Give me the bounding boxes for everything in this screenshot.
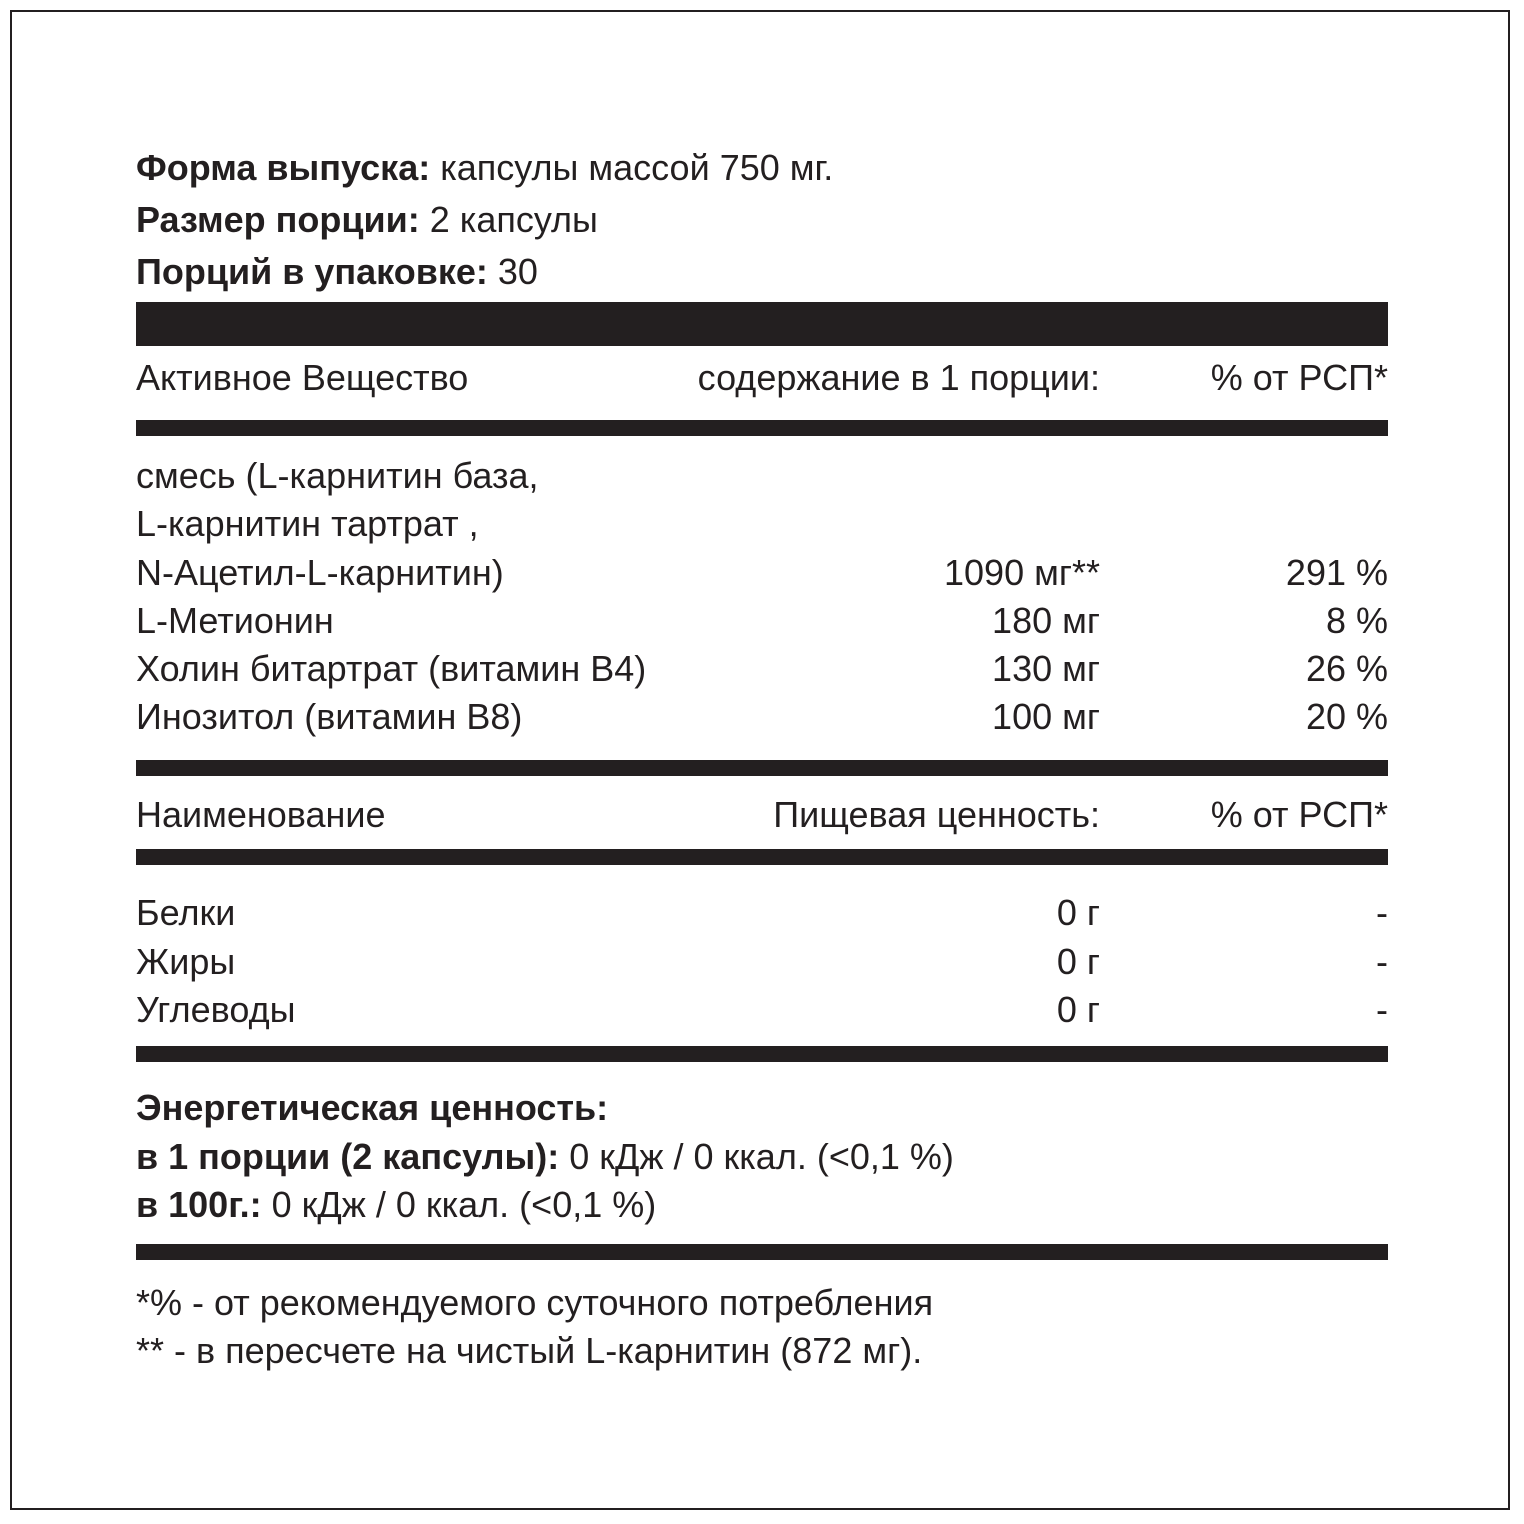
servings-label: Порций в упаковке:	[136, 251, 488, 292]
active-row-percent: 8 %	[1325, 600, 1388, 641]
nutrition-table-bottom-divider	[136, 1046, 1388, 1062]
active-row-name: N-Ацетил-L-карнитин)	[136, 552, 504, 593]
form-label: Форма выпуска:	[136, 147, 431, 188]
energy-title: Энергетическая ценность:	[136, 1087, 609, 1128]
nutrition-header-name: Наименование	[136, 794, 386, 835]
blend-line: смесь (L-карнитин база,	[136, 455, 539, 496]
active-header-percent: % от РСП*	[1210, 357, 1388, 398]
nutrition-row-percent: -	[1376, 892, 1388, 933]
active-row-amount: 1090 мг**	[944, 552, 1100, 593]
servings-value: 30	[497, 251, 538, 292]
nutrition-row-name: Углеводы	[136, 989, 296, 1030]
active-row-amount: 100 мг	[992, 696, 1100, 737]
nutrition-row-name: Жиры	[136, 941, 236, 982]
top-thick-bar	[136, 302, 1388, 346]
nutrition-row-amount: 0 г	[1056, 892, 1100, 933]
energy-per-serving-value: 0 кДж / 0 ккал. (<0,1 %)	[569, 1136, 954, 1177]
energy-per-serving	[136, 1133, 954, 1181]
active-row-percent: 26 %	[1305, 648, 1388, 689]
servings-line	[136, 248, 538, 296]
active-row-amount: 180 мг	[992, 600, 1100, 641]
active-row-percent: 291 %	[1285, 552, 1388, 593]
nutrition-header-divider	[136, 849, 1388, 865]
blend-line: L-карнитин тартрат ,	[136, 503, 479, 544]
active-row-percent: 20 %	[1305, 696, 1388, 737]
energy-per-100g-value: 0 кДж / 0 ккал. (<0,1 %)	[271, 1184, 657, 1225]
active-header-name: Активное Вещество	[136, 357, 469, 398]
footnote: ** - в пересчете на чистый L-карнитин (872 мг).	[136, 1330, 923, 1371]
nutrition-row-percent: -	[1376, 989, 1388, 1030]
nutrition-row-amount: 0 г	[1056, 941, 1100, 982]
nutrition-row-name: Белки	[136, 892, 236, 933]
form-line	[136, 144, 833, 192]
footnote: *% - от рекомендуемого суточного потребления	[136, 1282, 934, 1323]
serving-value: 2 капсулы	[429, 199, 598, 240]
nutrition-header-amount: Пищевая ценность:	[773, 794, 1100, 835]
active-row-name: Холин битартрат (витамин В4)	[136, 648, 647, 689]
active-row-name: Инозитол (витамин В8)	[136, 696, 523, 737]
nutrition-row-amount: 0 г	[1056, 989, 1100, 1030]
form-value: капсулы массой 750 мг.	[440, 147, 834, 188]
nutrition-header-percent: % от РСП*	[1210, 794, 1388, 835]
energy-per-serving-label: в 1 порции (2 капсулы):	[136, 1136, 560, 1177]
active-table-bottom-divider	[136, 760, 1388, 776]
active-row-name: L-Метионин	[136, 600, 334, 641]
serving-label: Размер порции:	[136, 199, 420, 240]
nutrition-row-percent: -	[1376, 941, 1388, 982]
active-header-divider	[136, 420, 1388, 436]
serving-line	[136, 196, 598, 244]
energy-bottom-divider	[136, 1244, 1388, 1260]
energy-per-100g	[136, 1181, 656, 1229]
energy-per-100g-label: в 100г.:	[136, 1184, 262, 1225]
active-header-amount: содержание в 1 порции:	[697, 357, 1100, 398]
active-row-amount: 130 мг	[992, 648, 1100, 689]
